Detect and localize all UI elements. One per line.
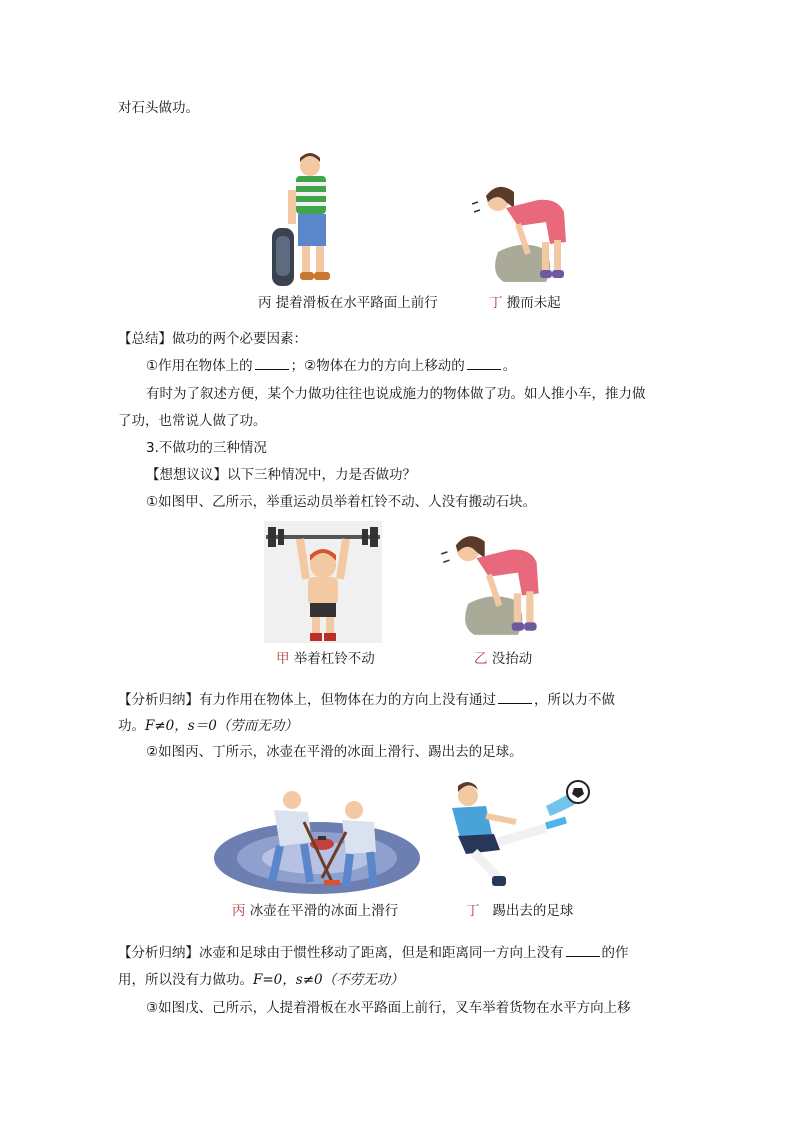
analysis1-line-a: 【分析归纳】有力作用在物体上，但物体在力的方向上没有通过 ，所以力不做 [118,692,615,708]
think-line: 【想想议议】以下三种情况中，力是否做功？ [146,467,416,483]
soccer-kick-illustration [446,776,596,894]
text-line-1: 对石头做功。 [118,100,199,116]
blank-3 [498,691,532,704]
caption-ding-rock: 丁 搬而未起 [489,295,561,311]
para1-line-b: 了功，也常说人做了功。 [118,413,267,429]
factors-line: ①作用在物体上的 ；②物体在力的方向上移动的 。 [146,358,517,374]
section3-heading: 3.不做功的三种情况 [146,440,267,456]
caption-bing-skateboard: 丙 提着滑板在水平路面上前行 [258,295,438,311]
para1-line-a: 有时为了叙述方便，某个力做功往往也说成施力的物体做了功。如人推小车，推力做 [146,386,646,402]
caption-yi-lift: 乙 没抬动 [474,651,533,667]
case3-line: ③如图戊、己所示，人提着滑板在水平路面上前行，叉车举着货物在水平方向上移 [146,1000,631,1016]
caption-bing-curling: 丙 冰壶在平滑的冰面上滑行 [232,903,399,919]
girl-rock-illustration [468,178,574,286]
blank-4 [566,944,600,957]
girl-rock-illustration-2 [436,527,548,639]
caption-jia-barbell: 甲 举着杠铃不动 [276,651,375,667]
blank-2 [467,357,501,370]
analysis1-line-b: 功。F≠0，s＝0（劳而无功） [118,718,298,734]
weightlifter-illustration [264,521,382,643]
boy-skateboard-illustration [268,150,348,290]
case2-line: ②如图丙、丁所示，冰壶在平滑的冰面上滑行、踢出去的足球。 [146,744,523,760]
analysis2-line-b: 用，所以没有力做功。F=0，s≠0（不劳无功） [118,972,404,988]
caption-ding-football: 丁 踢出去的足球 [466,903,574,919]
case1-line: ①如图甲、乙所示，举重运动员举着杠铃不动、人没有搬动石块。 [146,494,537,510]
curling-illustration [214,782,420,894]
analysis2-line-a: 【分析归纳】冰壶和足球由于惯性移动了距离，但是和距离同一方向上没有 的作 [118,945,629,961]
summary-line: 【总结】做功的两个必要因素： [118,331,307,347]
blank-1 [255,357,289,370]
